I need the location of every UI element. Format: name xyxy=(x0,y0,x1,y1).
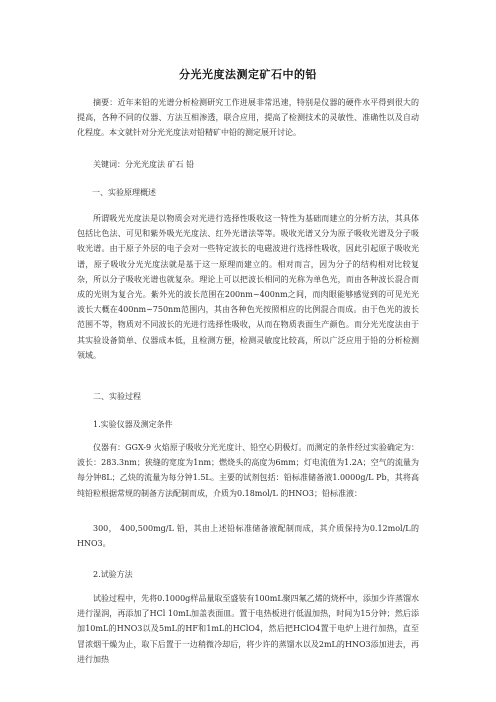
section-heading-experiment: 二、实验过程 xyxy=(93,392,141,401)
concentration-paragraph: 300， 400,500mg/L 铅，其由上述铅标准储备液配制而成，其介质保持为0.12mol/L的HNO3。 xyxy=(77,524,419,549)
section-heading-principle: 一、实验原理概述 xyxy=(92,188,156,197)
principle-paragraph: 所谓吸光光度法是以物质会对光进行选择性吸收这一特性为基础而建立的分析方法，其具体包括比色法、可见和紫外吸光光度法、红外光谱法等等。吸收光谱又分为原子吸收光谱及分子吸收光谱。由于原子外层的电子会对一些特定波长的电磁波进行选择性吸收，因此引起原子吸收光谱，原子吸收分光光度法就是基于这一原理而建立的。相对而言，因为分子的结构相对比较复杂，所以分子吸收光谱也就复杂。理论上可以把波长相同的光称为单色光，而由各种波长混合而成的光则为复合光。紫外光的波长范围在200nm~400nm之间，而肉眼能够感觉到的可见光光波长大概在400nm~750nm范围内，其由各种色光按照相应的比例混合而成。由于色光的波长范围不等，物质对不同波长的光进行选择性吸收，从而在物质表面生产颜色。而分光光度法由于其实验设备简单、仪器成本低，且检测方便，检测灵敏度比较高，所以广泛应用于铅的分析检测领域。 xyxy=(77,214,419,360)
keywords-line: 关键词：分光光度法 矿石 铅 xyxy=(93,160,195,169)
instruments-paragraph: 仪器有：GGX-9 火焰原子吸收分光光度计、铅空心阴极灯。而测定的条件经过实验确定为：波长：283.3nm；狭缝的宽度为1nm；燃烧头的高度为6mm；灯电流值为1.2A；空气的流量为每分钟8L；乙炔的流量为每分钟1.5L。主要的试剂包括：铅标准储备液1.0000g/L Pb，其将高纯铅粒根据常规的制备方法配制而成，介质为0.18mol/L 的HNO3；铅标准液： xyxy=(77,443,419,498)
subsection-heading-instruments: 1.实验仪器及测定条件 xyxy=(93,420,173,429)
subsection-heading-method: 2.试验方法 xyxy=(93,570,133,579)
method-paragraph: 试验过程中，先将0.1000g样品量取至盛装有100mL聚四氟乙烯的烧杯中，添加少许蒸馏水进行湿润，再添加了HCl 10mL加盖表面皿。置于电热板进行低温加热，时间为15分钟；然后添加10mL的HNO3以及5mL的HF和1mL的HClO4，然后把HClO4置于电炉上进行加热，直至冒浓烟干燥为止，取下后置于一边稍微冷却后，将少许的蒸馏水以及2mL的HNO3添加进去，再进行加热 xyxy=(77,594,419,664)
abstract-paragraph: 摘要：近年来铅的光谱分析检测研究工作进展非常迅速，特别是仪器的硬件水平得到很大的提高，各种不同的仪器、方法互相渗透，联合应用，提高了检测技术的灵敏性、准确性以及自动化程度。本文就针对分光光度法对铅精矿中铅的测定展开讨论。 xyxy=(77,98,419,138)
document-title: 分光光度法测定矿石中的铅 xyxy=(179,68,317,81)
